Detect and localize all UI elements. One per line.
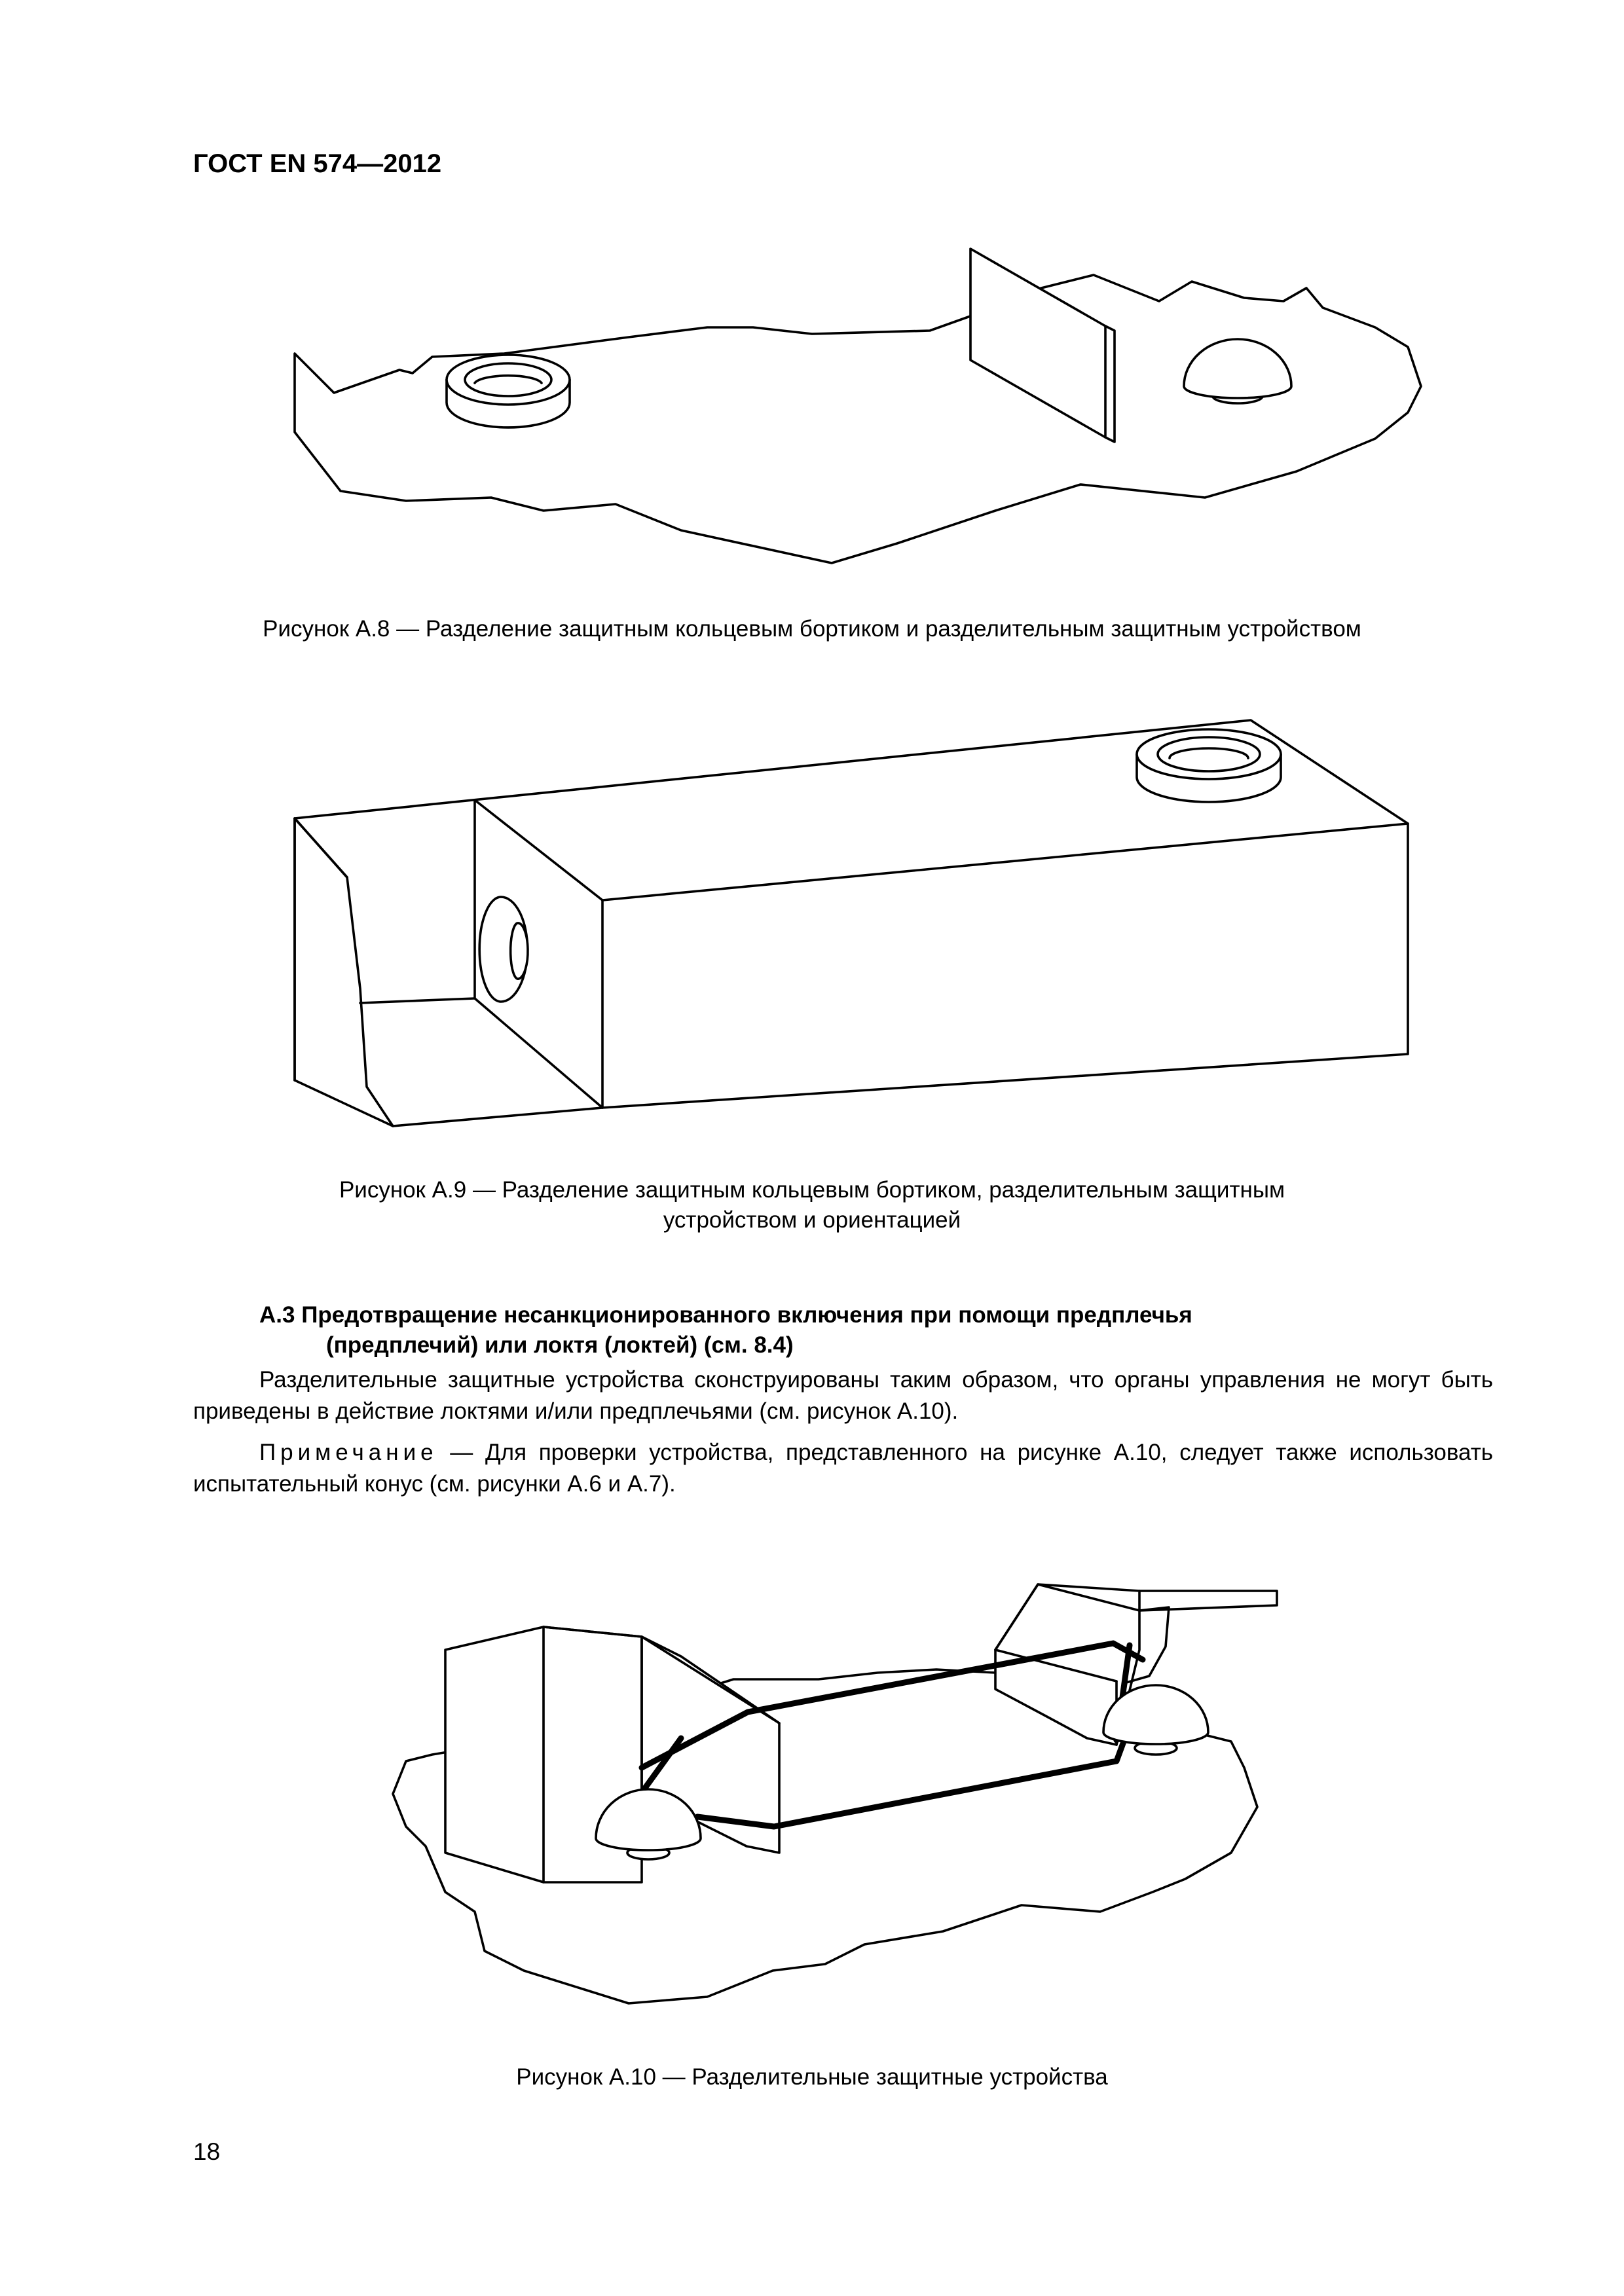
figure-a9-caption-line1: Рисунок А.9 — Разделение защитным кольцевым бортиком, разделительным защитным [339,1177,1285,1203]
section-title-line1: А.3 Предотвращение несанкционированного включения при помощи предплечья [259,1302,1192,1328]
note-text: — Для проверки устройства, представленного на рисунке А.10, следует также использовать испытательный конус (см. рисунки А.6 и А.7). [193,1440,1493,1497]
document-header: ГОСТ EN 574—2012 [193,149,442,178]
figure-a9-drawing [275,701,1441,1139]
figure-a10-drawing [367,1545,1336,2023]
section-title-line2: (предплечий) или локтя (локтей) (см. 8.4) [326,1332,794,1358]
page-number: 18 [193,2138,221,2165]
note-label: Примечание [259,1440,438,1465]
figure-a10-caption: Рисунок А.10 — Разделительные защитные устройства [516,2064,1108,2090]
mushroom-button [1184,339,1291,398]
separating-plate [970,249,1115,442]
body-paragraph: Разделительные защитные устройства сконструированы таким образом, что органы управления не могут быть приведены в действие локтями и/или предплечьями (см. рисунок А.10). [193,1367,1493,1424]
section-body [193,1364,1493,1427]
figure-a8-drawing [275,223,1441,576]
section-heading [259,1300,1192,1360]
figure-a8-caption: Рисунок А.8 — Разделение защитным кольцевым бортиком и разделительным защитным устройством [263,616,1361,642]
note [193,1437,1493,1500]
figure-a9-caption-line2: устройством и ориентацией [663,1207,961,1233]
